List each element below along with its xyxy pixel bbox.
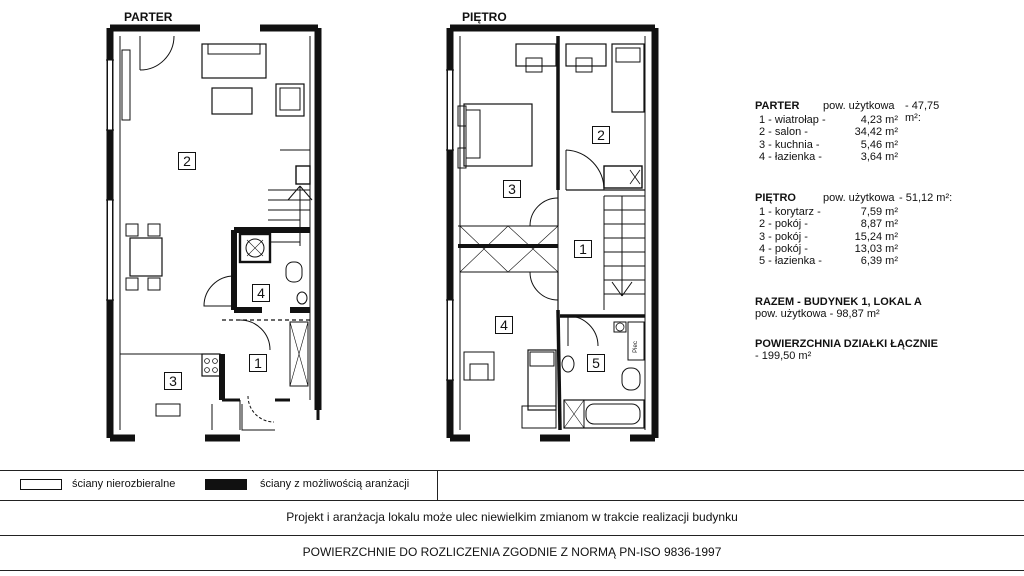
pietro-heading: PIĘTRO — [755, 192, 796, 204]
heater-label: Piec — [632, 341, 639, 353]
area-row: 3 - kuchnia - 5,46 m² — [759, 138, 898, 151]
pietro-area-block — [755, 192, 955, 267]
legend-box-border — [0, 470, 438, 500]
total-area-block — [755, 296, 985, 320]
area-row: 1 - korytarz - 7,59 m² — [759, 206, 898, 218]
divider-line — [0, 500, 1024, 501]
area-row: 2 - salon - 34,42 m² — [759, 126, 898, 139]
area-row: 2 - pokój - 8,87 m² — [759, 218, 898, 231]
area-row: 1 - wiatrołap - 4,23 m² — [759, 114, 898, 126]
upper-room-number: 3 — [503, 180, 521, 198]
legend-rearrangeable-label: ściany z możliwością aranżacji — [260, 478, 410, 490]
legend-load-bearing-label: ściany nierozbieralne — [72, 478, 176, 490]
upper-room-number: 1 — [574, 240, 592, 258]
parter-heading: PARTER — [755, 100, 800, 112]
upper-floor-plan — [446, 28, 655, 438]
total-value: pow. użytkowa - 98,87 m² — [755, 308, 880, 320]
area-row: 3 - pokój - 15,24 m² — [759, 230, 898, 243]
upper-room-number: 2 — [592, 126, 610, 144]
plot-heading: POWIERZCHNIA DZIAŁKI ŁĄCZNIE — [755, 338, 938, 350]
plot-area-block — [755, 338, 985, 362]
ground-floor-title: PARTER — [124, 10, 173, 24]
upper-floor-title: PIĘTRO — [462, 10, 507, 24]
ground-room-number: 3 — [164, 372, 182, 390]
ground-room-number: 2 — [178, 152, 196, 170]
pietro-usable-label: pow. użytkowa — [823, 192, 895, 204]
ground-room-number: 4 — [252, 284, 270, 302]
notice-text: Projekt i aranżacja lokalu może ulec niewielkim zmianom w trakcie realizacji budynku — [286, 510, 738, 524]
norm-text: POWIERZCHNIE DO ROZLICZENIA ZGODNIE Z NORMĄ PN-ISO 9836-1997 — [302, 545, 722, 559]
upper-room-number: 4 — [495, 316, 513, 334]
divider-line — [0, 570, 1024, 571]
divider-line — [0, 535, 1024, 536]
parter-area-block — [755, 100, 955, 163]
parter-usable-value: - 47,75 m²: — [905, 100, 940, 124]
total-heading: RAZEM - BUDYNEK 1, LOKAL A — [755, 296, 922, 308]
ground-floor-plan — [106, 28, 318, 438]
area-row: 5 - łazienka - 6,39 m² — [759, 255, 898, 268]
area-row: 4 - łazienka - 3,64 m² — [759, 150, 898, 163]
upper-room-number: 5 — [587, 354, 605, 372]
ground-room-number: 1 — [249, 354, 267, 372]
parter-usable-label: pow. użytkowa — [823, 100, 895, 112]
pietro-usable-value: - 51,12 m²: — [899, 192, 953, 204]
plot-value: - 199,50 m² — [755, 350, 812, 362]
area-row: 4 - pokój - 13,03 m² — [759, 242, 898, 255]
